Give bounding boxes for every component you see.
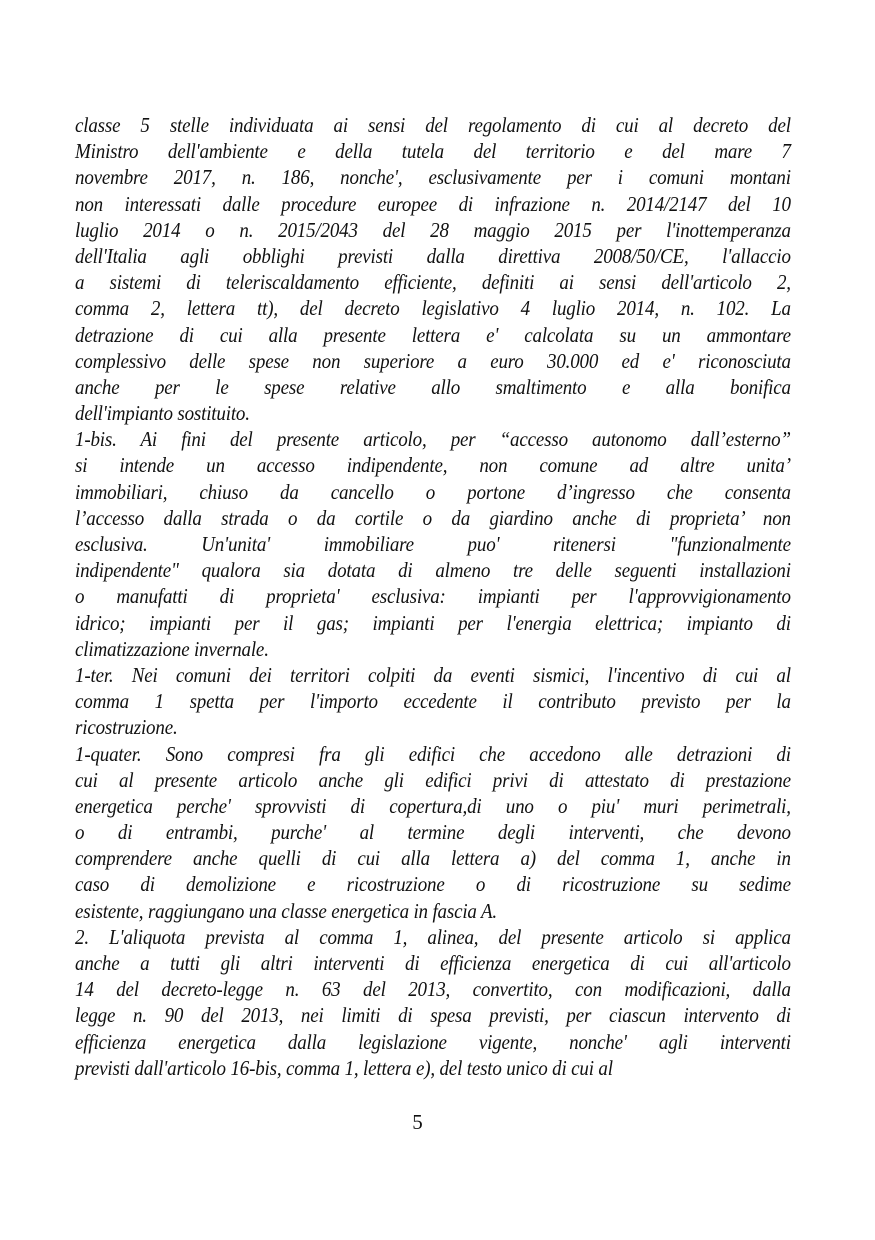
document-body <box>75 112 791 1081</box>
text-line: legge n. 90 del 2013, nei limiti di spesa previsti, per ciascun intervento di <box>75 1003 791 1028</box>
text-line: caso di demolizione e ricostruzione o di ricostruzione su sedime <box>75 872 791 897</box>
text-line: comma 2, lettera tt), del decreto legislativo 4 luglio 2014, n. 102. La <box>75 296 791 321</box>
text-line: efficienza energetica dalla legislazione vigente, nonche' agli interventi <box>75 1029 791 1054</box>
text-line: dell'Italia agli obblighi previsti dalla direttiva 2008/50/CE, l'allaccio <box>75 243 791 268</box>
text-line: comma 1 spetta per l'importo eccedente il contributo previsto per la <box>75 689 791 714</box>
paragraph-continuation <box>75 112 791 426</box>
text-line: esistente, raggiungano una classe energetica in fascia A. <box>75 898 497 923</box>
text-line: l’accesso dalla strada o da cortile o da giardino anche di proprieta’ non <box>75 505 791 530</box>
paragraph-comma-1-ter <box>75 662 791 741</box>
paragraph-comma-2 <box>75 924 791 1081</box>
text-line: 2. L'aliquota prevista al comma 1, alinea, del presente articolo si applica <box>75 924 791 949</box>
text-line: anche a tutti gli altri interventi di efficienza energetica di cui all'articolo <box>75 951 791 975</box>
text-line: non interessati dalle procedure europee di infrazione n. 2014/2147 del 10 <box>75 191 791 216</box>
text-line: climatizzazione invernale. <box>75 636 269 661</box>
text-line: 1-bis. Ai fini del presente articolo, per “accesso autonomo dall’esterno” <box>75 427 791 452</box>
text-line: esclusiva. Un'unita' immobiliare puo' ritenersi "funzionalmente <box>75 532 791 556</box>
text-line: comprendere anche quelli di cui alla lettera a) del comma 1, anche in <box>75 846 791 871</box>
text-line: immobiliari, chiuso da cancello o portone d’ingresso che consenta <box>75 479 791 504</box>
text-line: a sistemi di teleriscaldamento efficiente, definiti ai sensi dell'articolo 2, <box>75 270 791 295</box>
paragraph-comma-1-bis <box>75 426 791 662</box>
text-line: indipendente" qualora sia dotata di almeno tre delle seguenti installazioni <box>75 558 791 583</box>
text-line: anche per le spese relative allo smaltimento e alla bonifica <box>75 374 791 399</box>
text-line: 1-quater. Sono compresi fra gli edifici che accedono alle detrazioni di <box>75 741 791 766</box>
page-number: 5 <box>412 1110 423 1134</box>
text-line: luglio 2014 o n. 2015/2043 del 28 maggio 2015 per l'inottemperanza <box>75 217 791 242</box>
text-line: detrazione di cui alla presente lettera e' calcolata su un ammontare <box>75 322 791 347</box>
text-line: 14 del decreto-legge n. 63 del 2013, convertito, con modificazioni, dalla <box>75 977 791 1002</box>
text-line: Ministro dell'ambiente e della tutela del territorio e del mare 7 <box>75 139 791 164</box>
text-line: complessivo delle spese non superiore a euro 30.000 ed e' riconosciuta <box>75 348 791 373</box>
text-line: previsti dall'articolo 16-bis, comma 1, lettera e), del testo unico di cui al <box>75 1055 613 1080</box>
text-line: idrico; impianti per il gas; impianti per l'energia elettrica; impianto di <box>75 610 791 635</box>
paragraph-comma-1-quater <box>75 741 791 924</box>
text-line: 1-ter. Nei comuni dei territori colpiti da eventi sismici, l'incentivo di cui al <box>75 662 791 687</box>
text-line: classe 5 stelle individuata ai sensi del regolamento di cui al decreto del <box>75 113 791 137</box>
text-line: dell'impianto sostituito. <box>75 401 250 426</box>
text-line: si intende un accesso indipendente, non comune ad altre unita’ <box>75 453 791 478</box>
text-line: cui al presente articolo anche gli edifici privi di attestato di prestazione <box>75 767 791 792</box>
text-line: o manufatti di proprieta' esclusiva: impianti per l'approvvigionamento <box>75 584 791 609</box>
text-line: energetica perche' sprovvisti di copertura,di uno o piu' muri perimetrali, <box>75 793 791 818</box>
text-line: ricostruzione. <box>75 715 178 740</box>
text-line: o di entrambi, purche' al termine degli interventi, che devono <box>75 820 791 845</box>
text-line: novembre 2017, n. 186, nonche', esclusivamente per i comuni montani <box>75 165 791 190</box>
